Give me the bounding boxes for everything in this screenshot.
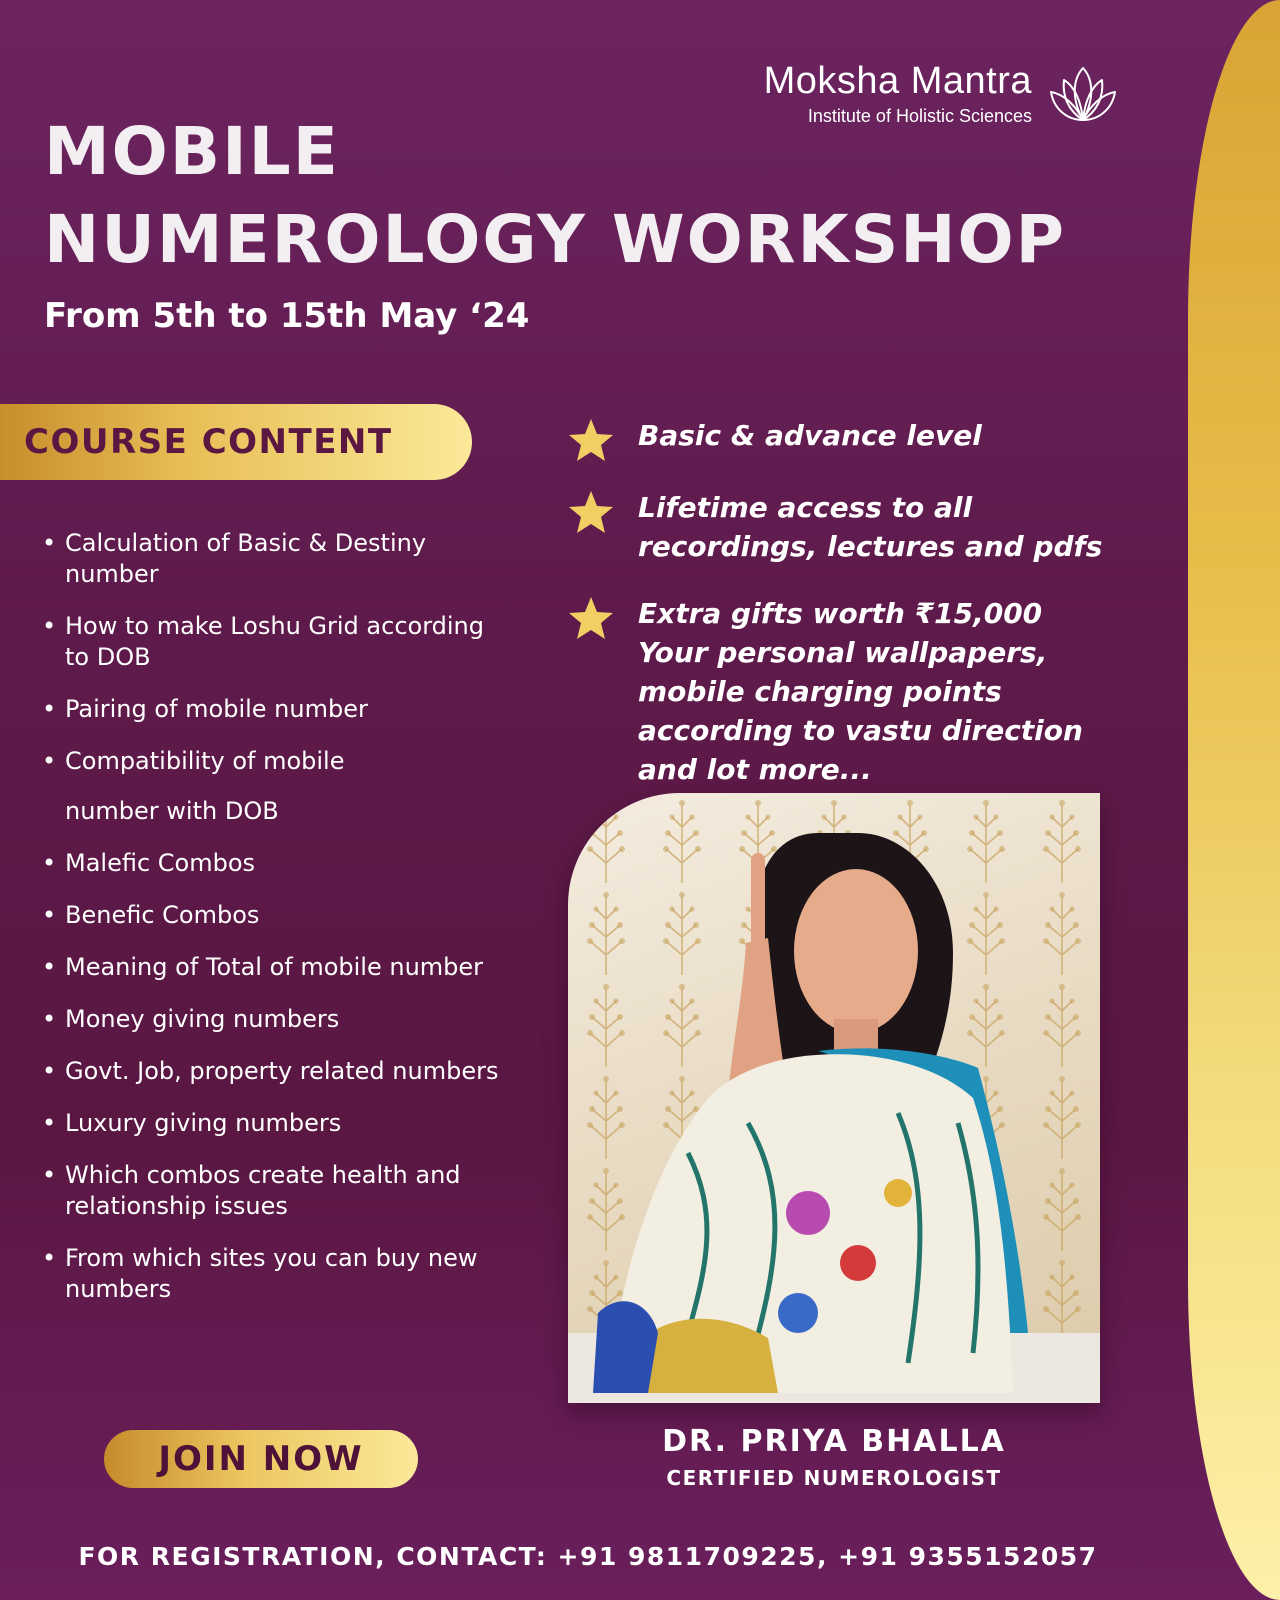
title-line-2: NUMEROLOGY WORKSHOP (44, 201, 1066, 278)
bullet-icon: • (42, 953, 57, 981)
gold-side-band (1188, 0, 1280, 1600)
bullet-icon: • (42, 849, 57, 877)
feature-text-gift-details: Your personal wallpapers, mobile charging points according to vastu direction and lot more... (638, 636, 1083, 786)
list-item: • Compatibility of mobile (42, 747, 345, 775)
list-item: • From which sites you can buy new numbers (42, 1244, 478, 1303)
feature-item (568, 488, 1158, 594)
feature-text-gift: Extra gifts worth ₹15,000 (638, 597, 1043, 630)
feature-item (568, 416, 1158, 488)
list-item: • Govt. Job, property related numbers (42, 1057, 499, 1085)
list-item: • Malefic Combos (42, 849, 256, 877)
bullet-icon: • (42, 1161, 57, 1189)
list-item: number with DOB (65, 797, 279, 825)
list-item: • Calculation of Basic & Destiny number (42, 529, 427, 588)
feature-text: Lifetime access to all recordings, lectures and pdfs (638, 491, 1103, 563)
bullet-icon: • (42, 747, 57, 775)
list-item: • Meaning of Total of mobile number (42, 953, 484, 981)
feature-list (568, 416, 1158, 789)
feature-text: Basic & advance level (638, 419, 982, 452)
bullet-icon: • (42, 1005, 57, 1033)
bullet-icon: • (42, 529, 57, 557)
list-item: • Money giving numbers (42, 1005, 340, 1033)
course-content-heading (0, 404, 472, 480)
list-item: • How to make Loshu Grid according to DOB (42, 612, 484, 671)
list-item: • Luxury giving numbers (42, 1109, 342, 1137)
bullet-icon: • (42, 695, 57, 723)
page-title (44, 108, 1066, 284)
list-item: • Which combos create health and relationship issues (42, 1161, 461, 1220)
instructor-name: DR. PRIYA BHALLA (662, 1424, 1006, 1459)
brand-name: Moksha Mantra (763, 60, 1032, 102)
registration-contact: FOR REGISTRATION, CONTACT: +91 9811709225, +91 9355152057 (78, 1542, 1098, 1571)
bullet-icon: • (42, 1057, 57, 1085)
course-content-list (42, 528, 502, 1326)
brand-tagline: Institute of Holistic Sciences (807, 106, 1032, 126)
bullet-icon: • (42, 1244, 57, 1272)
join-now-button[interactable]: JOIN NOW (104, 1430, 418, 1488)
feature-item (568, 594, 1158, 789)
instructor-title: CERTIFIED NUMEROLOGIST (666, 1466, 1002, 1490)
star-icon (568, 490, 614, 534)
bullet-icon: • (42, 901, 57, 929)
bullet-icon: • (42, 1109, 57, 1137)
instructor-photo (568, 793, 1100, 1403)
workshop-dates: From 5th to 15th May ‘24 (44, 296, 530, 336)
star-icon (568, 596, 614, 640)
star-icon (568, 418, 614, 462)
instructor-photo-illustration (568, 793, 1100, 1403)
title-line-1: MOBILE (44, 113, 340, 190)
course-heading-label: COURSE CONTENT (24, 422, 393, 462)
bullet-icon: • (42, 612, 57, 640)
list-item: • Benefic Combos (42, 901, 260, 929)
list-item: • Pairing of mobile number (42, 695, 368, 723)
